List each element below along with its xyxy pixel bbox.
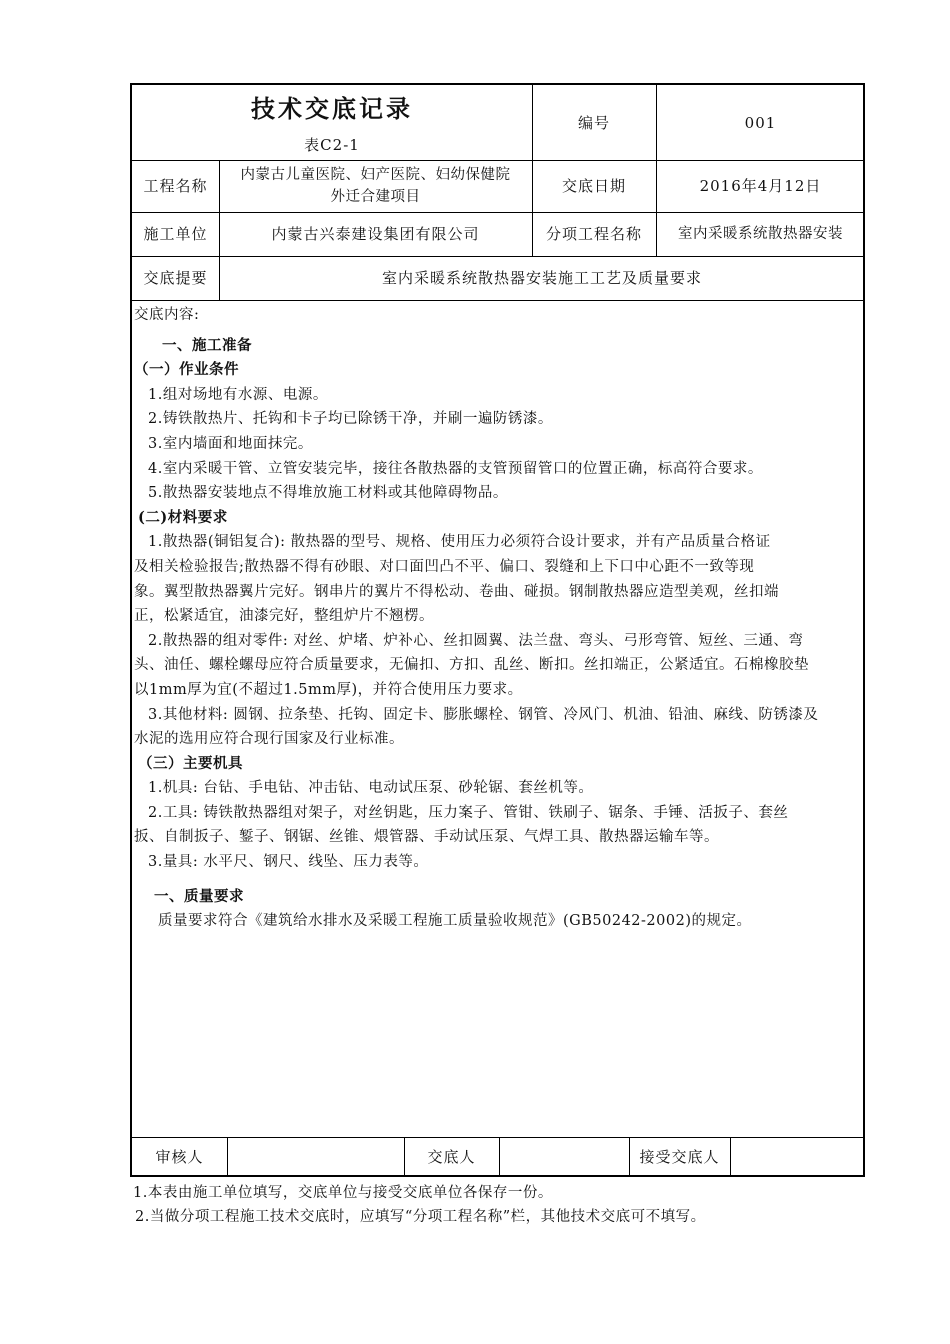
content-line: 以1mm厚为宜(不超过1.5mm厚)，并符合使用压力要求。 xyxy=(134,681,523,698)
content-line: 1.散热器(铜铝复合): 散热器的型号、规格、使用压力必须符合设计要求，并有产品质量合格证 xyxy=(148,534,771,551)
content-line: 及相关检验报告;散热器不得有砂眼、对口面凹凸不平、偏口、裂缝和上下口中心距不一致等现 xyxy=(134,558,755,575)
section-heading: 一、质量要求 xyxy=(154,887,244,905)
content-intro: 交底内容: xyxy=(134,307,200,323)
note-line: 2.当做分项工程施工技术交底时，应填写“分项工程名称”栏，其他技术交底可不填写。 xyxy=(135,1209,706,1225)
summary-value: 室内采暖系统散热器安装施工工艺及质量要求 xyxy=(381,269,702,287)
number-label: 编号 xyxy=(577,113,610,132)
receiver-label: 接受交底人 xyxy=(639,1148,720,1166)
subsection-heading: （三）主要机具 xyxy=(138,754,243,772)
form-title: 技术交底记录 xyxy=(251,94,413,123)
receiver-field[interactable] xyxy=(730,1137,865,1177)
content-line: 3.其他材料: 圆钢、拉条垫、托钩、固定卡、膨胀螺栓、钢管、冷风门、机油、铅油、麻线、防锈漆及 xyxy=(148,706,819,723)
form-code: 表C2-1 xyxy=(304,136,360,154)
disclosure-form xyxy=(130,83,865,1177)
content-line: 3.量具: 水平尺、钢尺、线坠、压力表等。 xyxy=(148,854,429,871)
section-heading: 一、施工准备 xyxy=(162,336,252,354)
content-line: 3.室内墙面和地面抹完。 xyxy=(148,435,313,452)
form-notes xyxy=(133,1181,706,1229)
reviewer-label: 审核人 xyxy=(155,1148,204,1166)
date-value: 2016年4月12日 xyxy=(699,177,822,195)
project-name-label: 工程名称 xyxy=(143,177,208,195)
content-line: 2.工具: 铸铁散热器组对架子，对丝钥匙，压力案子、管钳、铁刷子、锯条、手锤、活扳子、套丝 xyxy=(148,804,789,821)
row-divider xyxy=(132,300,863,301)
content-line: 2.铸铁散热片、托钩和卡子均已除锈干净，并刷一遍防锈漆。 xyxy=(148,411,553,428)
content-line: 水泥的选用应符合现行国家及行业标准。 xyxy=(134,731,404,748)
subsection-heading: (二)材料要求 xyxy=(138,508,228,526)
content-line: 正，松紧适宜，油漆完好，整组炉片不翘楞。 xyxy=(134,608,434,625)
content-line: 1.组对场地有水源、电源。 xyxy=(148,386,328,403)
content-line: 头、油任、螺栓螺母应符合质量要求，无偏扣、方扣、乱丝、断扣。丝扣端正，公紧适宜。石棉橡胶垫 xyxy=(134,657,809,674)
content-line: 1.机具: 台钻、手电钻、冲击钻、电动试压泵、砂轮锯、套丝机等。 xyxy=(148,780,594,797)
discloser-label: 交底人 xyxy=(427,1148,476,1166)
project-name-line2: 外迁合建项目 xyxy=(330,189,421,205)
disclosure-content xyxy=(134,303,863,934)
sub-project-label: 分项工程名称 xyxy=(545,225,642,243)
summary-label: 交底提要 xyxy=(143,269,208,287)
content-line: 象。翼型散热器翼片完好。钢串片的翼片不得松动、卷曲、碰损。钢制散热器应造型美观，丝扣端 xyxy=(134,583,779,600)
content-line: 2.散热器的组对零件: 对丝、炉堵、炉补心、丝扣圆翼、法兰盘、弯头、弓形弯管、短丝、三通、弯 xyxy=(148,632,804,649)
number-value: 001 xyxy=(744,113,777,132)
construction-unit-label: 施工单位 xyxy=(143,225,208,243)
reviewer-field[interactable] xyxy=(227,1137,404,1177)
content-line: 扳、自制扳子、錾子、钢锯、丝锥、煨管器、手动试压泵、气焊工具、散热器运输车等。 xyxy=(134,829,719,846)
sub-project-value: 室内采暖系统散热器安装 xyxy=(678,226,843,242)
note-line: 1.本表由施工单位填写，交底单位与接受交底单位各保存一份。 xyxy=(133,1185,553,1201)
construction-unit-value: 内蒙古兴泰建设集团有限公司 xyxy=(271,225,480,243)
date-label: 交底日期 xyxy=(561,177,626,195)
subsection-heading: （一）作业条件 xyxy=(134,361,239,379)
content-line: 质量要求符合《建筑给水排水及采暖工程施工质量验收规范》(GB50242-2002)的规定。 xyxy=(158,913,752,930)
discloser-field[interactable] xyxy=(499,1137,629,1177)
content-line: 5.散热器安装地点不得堆放施工材料或其他障碍物品。 xyxy=(148,485,508,502)
content-line: 4.室内采暖干管、立管安装完毕，接往各散热器的支管预留管口的位置正确，标高符合要求。 xyxy=(148,460,763,477)
project-name-line1: 内蒙古儿童医院、妇产医院、妇幼保健院 xyxy=(240,167,511,183)
project-name-value xyxy=(219,160,532,212)
